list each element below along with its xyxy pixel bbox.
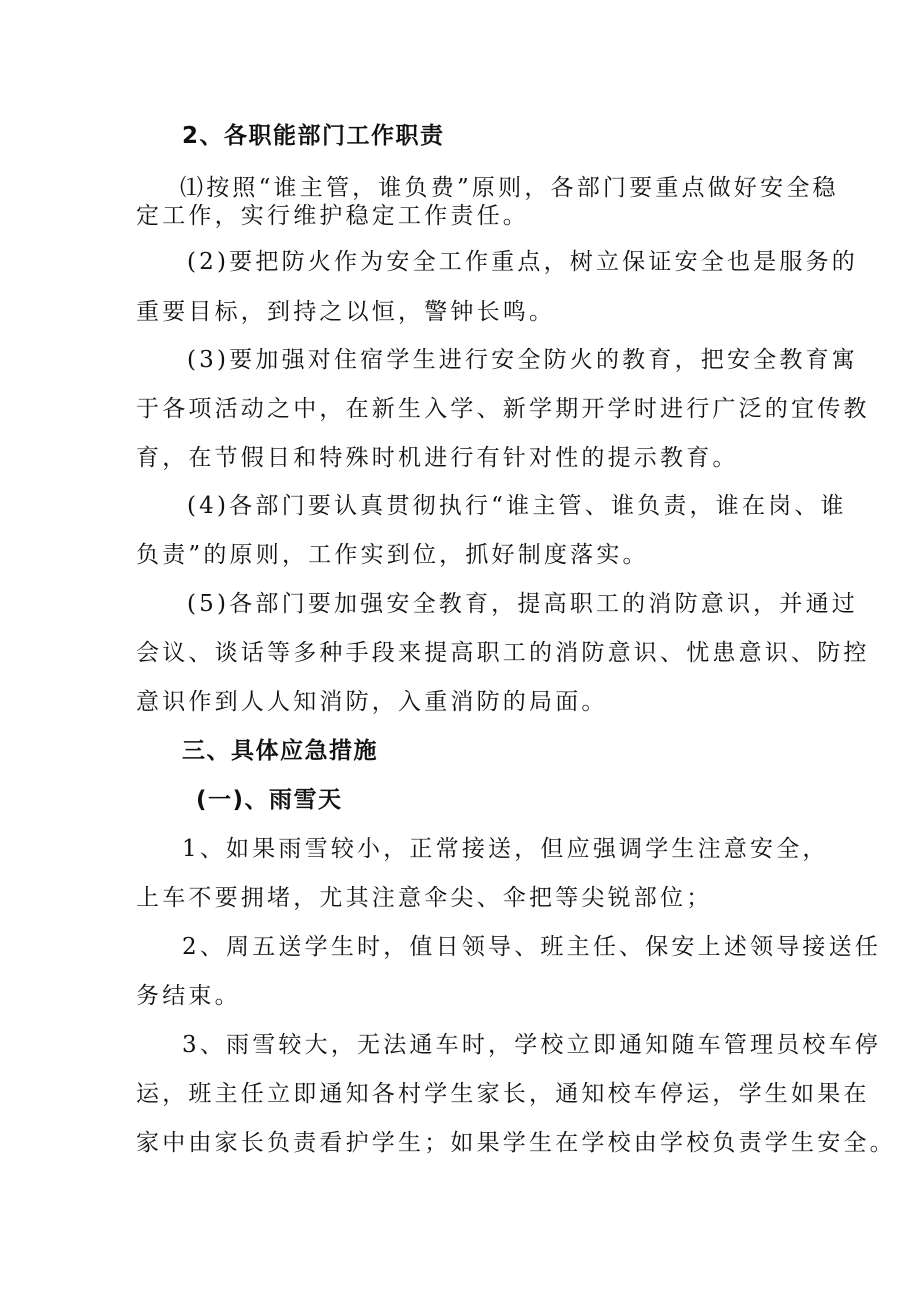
item-3-line-1: (3)要加强对住宿学生进行安全防火的教育，把安全教育寓 bbox=[187, 347, 858, 373]
item-1-line-2: 定工作，实行维护稳定工作责任。 bbox=[136, 203, 529, 229]
item-5-line-2: 会议、谈话等多种手段来提高职工的消防意识、忧患意识、防控 bbox=[136, 640, 870, 666]
section-3-title: 三、具体应急措施 bbox=[182, 738, 378, 764]
measure-3-line-3: 家中由家长负责看护学生；如果学生在学校由学校负责学生安全。 bbox=[136, 1130, 896, 1156]
section-2-title: 2、各职能部门工作职责 bbox=[182, 123, 445, 149]
item-2-line-1: (2)要把防火作为安全工作重点，树立保证安全也是服务的 bbox=[187, 249, 858, 275]
measure-3-line-1: 3、雨雪较大，无法通车时，学校立即通知随车管理员校车停 bbox=[182, 1032, 882, 1058]
measure-1-line-1: 1、如果雨雪较小，正常接送，但应强调学生注意安全， bbox=[182, 836, 829, 862]
item-3-line-2: 于各项活动之中，在新生入学、新学期开学时进行广泛的宜传教 bbox=[136, 396, 870, 422]
item-5-line-1: (5)各部门要加强安全教育，提高职工的消防意识，并通过 bbox=[187, 591, 858, 617]
measure-2-line-2: 务结束。 bbox=[136, 983, 241, 1009]
subsection-1-title: (一)、雨雪天 bbox=[196, 787, 343, 813]
measure-2-line-1: 2、周五送学生时，值日领导、班主任、保安上述领导接送任 bbox=[182, 934, 882, 960]
item-4-line-1: (4)各部门要认真贯彻执行“谁主管、谁负责，谁在岗、谁 bbox=[187, 493, 847, 519]
measure-3-line-2: 运，班主任立即通知各村学生家长，通知校车停运，学生如果在 bbox=[136, 1081, 870, 1107]
item-5-line-3: 意识作到人人知消防，入重消防的局面。 bbox=[136, 689, 608, 715]
measure-1-line-2: 上车不要拥堵，尤其注意伞尖、伞把等尖锐部位； bbox=[136, 885, 713, 911]
item-3-line-3: 育，在节假日和特殊时机进行有针对性的提示教育。 bbox=[136, 445, 739, 471]
item-1-line-1: ⑴按照“谁主管，谁负费”原则，各部门要重点做好安全稳 bbox=[180, 175, 839, 201]
item-4-line-2: 负责”的原则，工作实到位，抓好制度落实。 bbox=[136, 542, 649, 568]
item-2-line-2: 重要目标，到持之以恒，警钟长鸣。 bbox=[136, 299, 556, 325]
